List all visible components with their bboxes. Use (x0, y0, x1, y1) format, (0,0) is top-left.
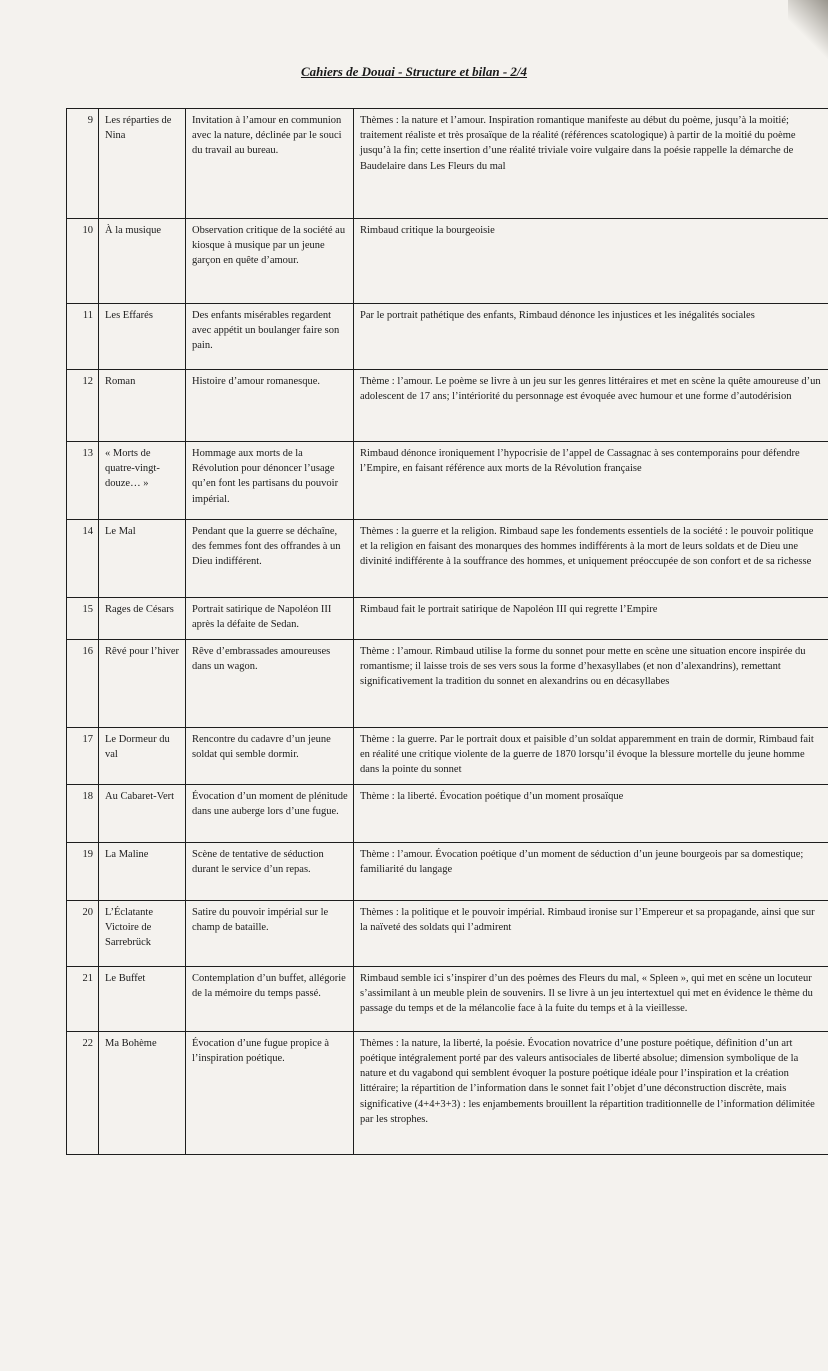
poem-summary: Scène de tentative de séduction durant le service d’un repas. (186, 842, 354, 900)
poem-title: Au Cabaret-Vert (99, 784, 186, 842)
poem-summary: Des enfants misérables regardent avec appétit un boulanger faire son pain. (186, 304, 354, 370)
poem-summary: Rencontre du cadavre d’un jeune soldat qui semble dormir. (186, 728, 354, 785)
table-row (67, 520, 828, 598)
poem-commentary: Rimbaud semble ici s’inspirer d’un des poèmes des Fleurs du mal, « Spleen », qui met en scène un locuteur s’assimilant à un meuble plein de souvenirs. Il se livre à un jeu intertextuel qui met en évidence le thème du passage du temps et de la mélancolie face à la fuite du temps et à la vieillesse. (354, 966, 828, 1031)
row-number: 16 (67, 640, 99, 728)
table-row (67, 900, 828, 966)
poem-commentary: Thème : l’amour. Rimbaud utilise la forme du sonnet pour mette en scène une situation encore inspirée du romantisme; il laisse trois de ses vers sous la forme d’hexasyllabes (et non d’alexandrins), remettant significativement la tradition du sonnet en alexandrins ou en décasyllabes (354, 640, 828, 728)
poem-title: Rêvé pour l’hiver (99, 640, 186, 728)
poem-summary: Invitation à l’amour en communion avec la nature, déclinée par le souci du travail au bureau. (186, 109, 354, 219)
row-number: 11 (67, 304, 99, 370)
poem-title: Ma Bohème (99, 1031, 186, 1154)
poem-commentary: Thèmes : la nature et l’amour. Inspiration romantique manifeste au début du poème, jusqu’à la moitié; traitement réaliste et très prosaïque de la réalité (références scatologique) à partir de la moitié du poème jusqu’à la fin; cette insertion d’une réalité triviale voire vulgaire dans la poésie rappelle la démarche de Baudelaire dans Les Fleurs du mal (354, 109, 828, 219)
row-number: 18 (67, 784, 99, 842)
table-row (67, 370, 828, 442)
table-row (67, 640, 828, 728)
poem-commentary: Rimbaud dénonce ironiquement l’hypocrisie de l’appel de Cassagnac à ses contemporains pour défendre l’Empire, en faisant référence aux morts de la Révolution française (354, 442, 828, 520)
row-number: 9 (67, 109, 99, 219)
poem-title: À la musique (99, 219, 186, 304)
table-row (67, 842, 828, 900)
poem-title: Rages de Césars (99, 598, 186, 640)
table-row (67, 966, 828, 1031)
poem-commentary: Thèmes : la guerre et la religion. Rimbaud sape les fondements essentiels de la société : le pouvoir politique et la religion en faisant des monarques des hommes indifférents à la mort de leurs soldats et de Dieu une divinité indifférente à la souffrance des hommes, et uniquement préoccupée de son confort et de sa richesse (354, 520, 828, 598)
page-title: Cahiers de Douai - Structure et bilan - 2/4 (300, 64, 528, 79)
poem-title: La Maline (99, 842, 186, 900)
row-number: 13 (67, 442, 99, 520)
table-row (67, 1031, 828, 1154)
poem-title: Les réparties de Nina (99, 109, 186, 219)
poem-title: L’Éclatante Victoire de Sarrebrück (99, 900, 186, 966)
row-number: 15 (67, 598, 99, 640)
poem-commentary: Thèmes : la politique et le pouvoir impérial. Rimbaud ironise sur l’Empereur et sa propagande, ainsi que sur la naïveté des soldats qui l’admirent (354, 900, 828, 966)
poem-commentary: Par le portrait pathétique des enfants, Rimbaud dénonce les injustices et les inégalités sociales (354, 304, 828, 370)
table-row (67, 442, 828, 520)
row-number: 22 (67, 1031, 99, 1154)
poem-summary: Pendant que la guerre se déchaîne, des femmes font des offrandes à un Dieu indifférent. (186, 520, 354, 598)
poem-commentary: Thème : l’amour. Le poème se livre à un jeu sur les genres littéraires et met en scène la quête amoureuse d’un adolescent de 17 ans; l’intériorité du personnage est évoquée avec humour et une forme d’autodérision (354, 370, 828, 442)
row-number: 21 (67, 966, 99, 1031)
poem-commentary: Rimbaud fait le portrait satirique de Napoléon III qui regrette l’Empire (354, 598, 828, 640)
table-row (67, 109, 828, 219)
row-number: 12 (67, 370, 99, 442)
poem-summary: Rêve d’embrassades amoureuses dans un wagon. (186, 640, 354, 728)
row-number: 17 (67, 728, 99, 785)
poem-summary: Contemplation d’un buffet, allégorie de la mémoire du temps passé. (186, 966, 354, 1031)
poem-summary: Observation critique de la société au kiosque à musique par un jeune garçon en quête d’amour. (186, 219, 354, 304)
poem-title: Les Effarés (99, 304, 186, 370)
table-body (67, 109, 828, 1155)
poem-summary: Portrait satirique de Napoléon III après la défaite de Sedan. (186, 598, 354, 640)
row-number: 10 (67, 219, 99, 304)
poem-summary: Évocation d’une fugue propice à l’inspiration poétique. (186, 1031, 354, 1154)
row-number: 14 (67, 520, 99, 598)
table-row (67, 728, 828, 785)
poem-title: Le Buffet (99, 966, 186, 1031)
poem-summary: Histoire d’amour romanesque. (186, 370, 354, 442)
poems-table (66, 108, 828, 1155)
row-number: 20 (67, 900, 99, 966)
poem-commentary: Rimbaud critique la bourgeoisie (354, 219, 828, 304)
poem-summary: Satire du pouvoir impérial sur le champ de bataille. (186, 900, 354, 966)
table-row (67, 304, 828, 370)
table-row (67, 219, 828, 304)
poem-summary: Hommage aux morts de la Révolution pour dénoncer l’usage qu’en font les partisans du pouvoir impérial. (186, 442, 354, 520)
poem-commentary: Thème : la liberté. Évocation poétique d’un moment prosaïque (354, 784, 828, 842)
poem-commentary: Thème : la guerre. Par le portrait doux et paisible d’un soldat apparemment en train de dormir, Rimbaud fait en réalité une critique violente de la guerre de 1870 lorsqu’il évoque la blessure mortelle du jeune homme dans la pointe du sonnet (354, 728, 828, 785)
table-row (67, 784, 828, 842)
poem-commentary: Thèmes : la nature, la liberté, la poésie. Évocation novatrice d’une posture poétique, définition d’un art poétique intégralement porté par des valeurs antisociales de liberté absolue; dimension symbolique de la nature et du vagabond qui semblent évoquer la posture poétique idéale pour l’inspiration et la création littéraire; la répartition de l’information dans le sonnet fait l’objet d’une déconstruction discrète, mais significative (4+4+3+3) : les enjambements brouillent la répartition traditionnelle de l’information délimitée par les strophes. (354, 1031, 828, 1154)
row-number: 19 (67, 842, 99, 900)
page-corner-shadow (788, 0, 828, 60)
poem-title: Le Mal (99, 520, 186, 598)
poem-commentary: Thème : l’amour. Évocation poétique d’un moment de séduction d’un jeune bourgeois par sa domestique; familiarité du langage (354, 842, 828, 900)
poem-title: « Morts de quatre-vingt-douze… » (99, 442, 186, 520)
poem-title: Roman (99, 370, 186, 442)
poem-summary: Évocation d’un moment de plénitude dans une auberge lors d’une fugue. (186, 784, 354, 842)
table-row (67, 598, 828, 640)
poem-title: Le Dormeur du val (99, 728, 186, 785)
